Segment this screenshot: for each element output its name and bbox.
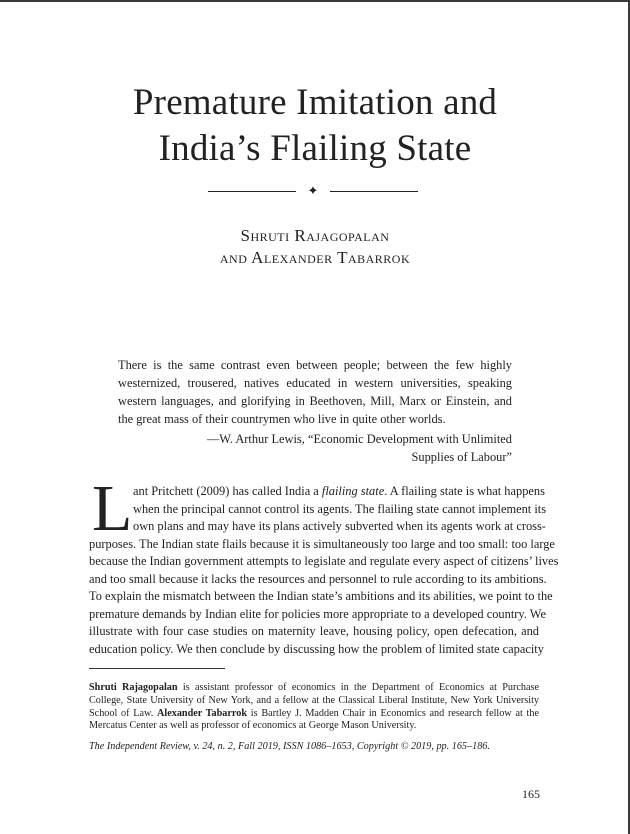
body-line-2: when the principal cannot control its agents. The flailing state cannot implement its <box>133 501 547 516</box>
body-line-9: illustrate with four case studies on maternity leave, housing policy, open defecation, and <box>89 624 539 638</box>
footnote-text-1: is assistant professor of economics in the Department of Economics at Purchase College, State University of New York, and a fellow at the Classical Liberal Institute, New York University School of Law. <box>89 682 539 719</box>
title-ornament <box>0 183 630 199</box>
page-edge-top <box>0 0 630 2</box>
journal-citation: The Independent Review, v. 24, n. 2, Fall 2019, ISSN 1086–1653, Copyright © 2019, pp. 165–186. <box>89 741 490 752</box>
drop-cap: L <box>92 472 133 545</box>
author-line-2: and Alexander Tabarrok <box>219 248 411 267</box>
ornament-rule-left <box>208 191 296 192</box>
body-line-6: and too small because it lacks the resources and personnel to rule according to its ambitions. <box>89 571 547 586</box>
body-line-1-start: ant Pritchett (2009) has called India a <box>133 484 322 498</box>
page-number: 165 <box>522 787 540 801</box>
footnote-text-2: is Bartley J. Madden Chair in Economics and research fellow at the Mercatus Center as well as professor of economics at George Mason University. <box>89 707 540 732</box>
flailing-state-term: flailing state <box>321 484 385 498</box>
footnote-author-1: Shruti Rajagopalan <box>89 682 178 693</box>
body-line-4: purposes. The Indian state flails because it is simultaneously too large and too small: too large <box>89 536 555 551</box>
title-line-2: India’s Flailing State <box>158 128 472 169</box>
body-line-3: own plans and may have its plans actively subverted when its agents work at cross- <box>133 519 546 533</box>
author-footnote <box>89 682 539 733</box>
attribution-line-2: Supplies of Labour” <box>411 450 512 464</box>
body-line-10: education policy. We then conclude by discussing how the problem of limited state capacity <box>89 641 544 656</box>
epigraph-quote: There is the same contrast even between people; between the few highly westernized, trousered, natives educated in western universities, speaking western languages, and glorifying in Beethoven, Mill, Marx or Einstein, and the great mass of their countrymen who live in quite other worlds. <box>118 358 512 426</box>
article-title <box>0 80 630 172</box>
author-line-1: Shruti Rajagopalan <box>240 226 390 245</box>
footnote-rule <box>89 668 225 669</box>
article-authors <box>0 225 630 269</box>
attribution-line-1: —W. Arthur Lewis, “Economic Development with Unlimited <box>206 432 512 446</box>
body-line-5: because the Indian government attempts to legislate and regulate every aspect of citizens’ lives <box>89 554 559 568</box>
body-line-1 <box>133 483 545 500</box>
body-line-8: premature demands by Indian elite for policies more appropriate to a developed country. We <box>89 606 546 621</box>
ornament-rule-right <box>330 191 418 192</box>
footnote-author-2: Alexander Tabarrok <box>157 707 248 719</box>
title-line-1: Premature Imitation and <box>132 82 498 123</box>
diamond-icon: ✦ <box>307 183 319 198</box>
body-line-7: To explain the mismatch between the Indian state’s ambitions and its abilities, we point to the <box>89 589 553 603</box>
body-line-1-end: . A flailing state is what happens <box>384 484 545 498</box>
epigraph-attribution <box>118 430 512 466</box>
